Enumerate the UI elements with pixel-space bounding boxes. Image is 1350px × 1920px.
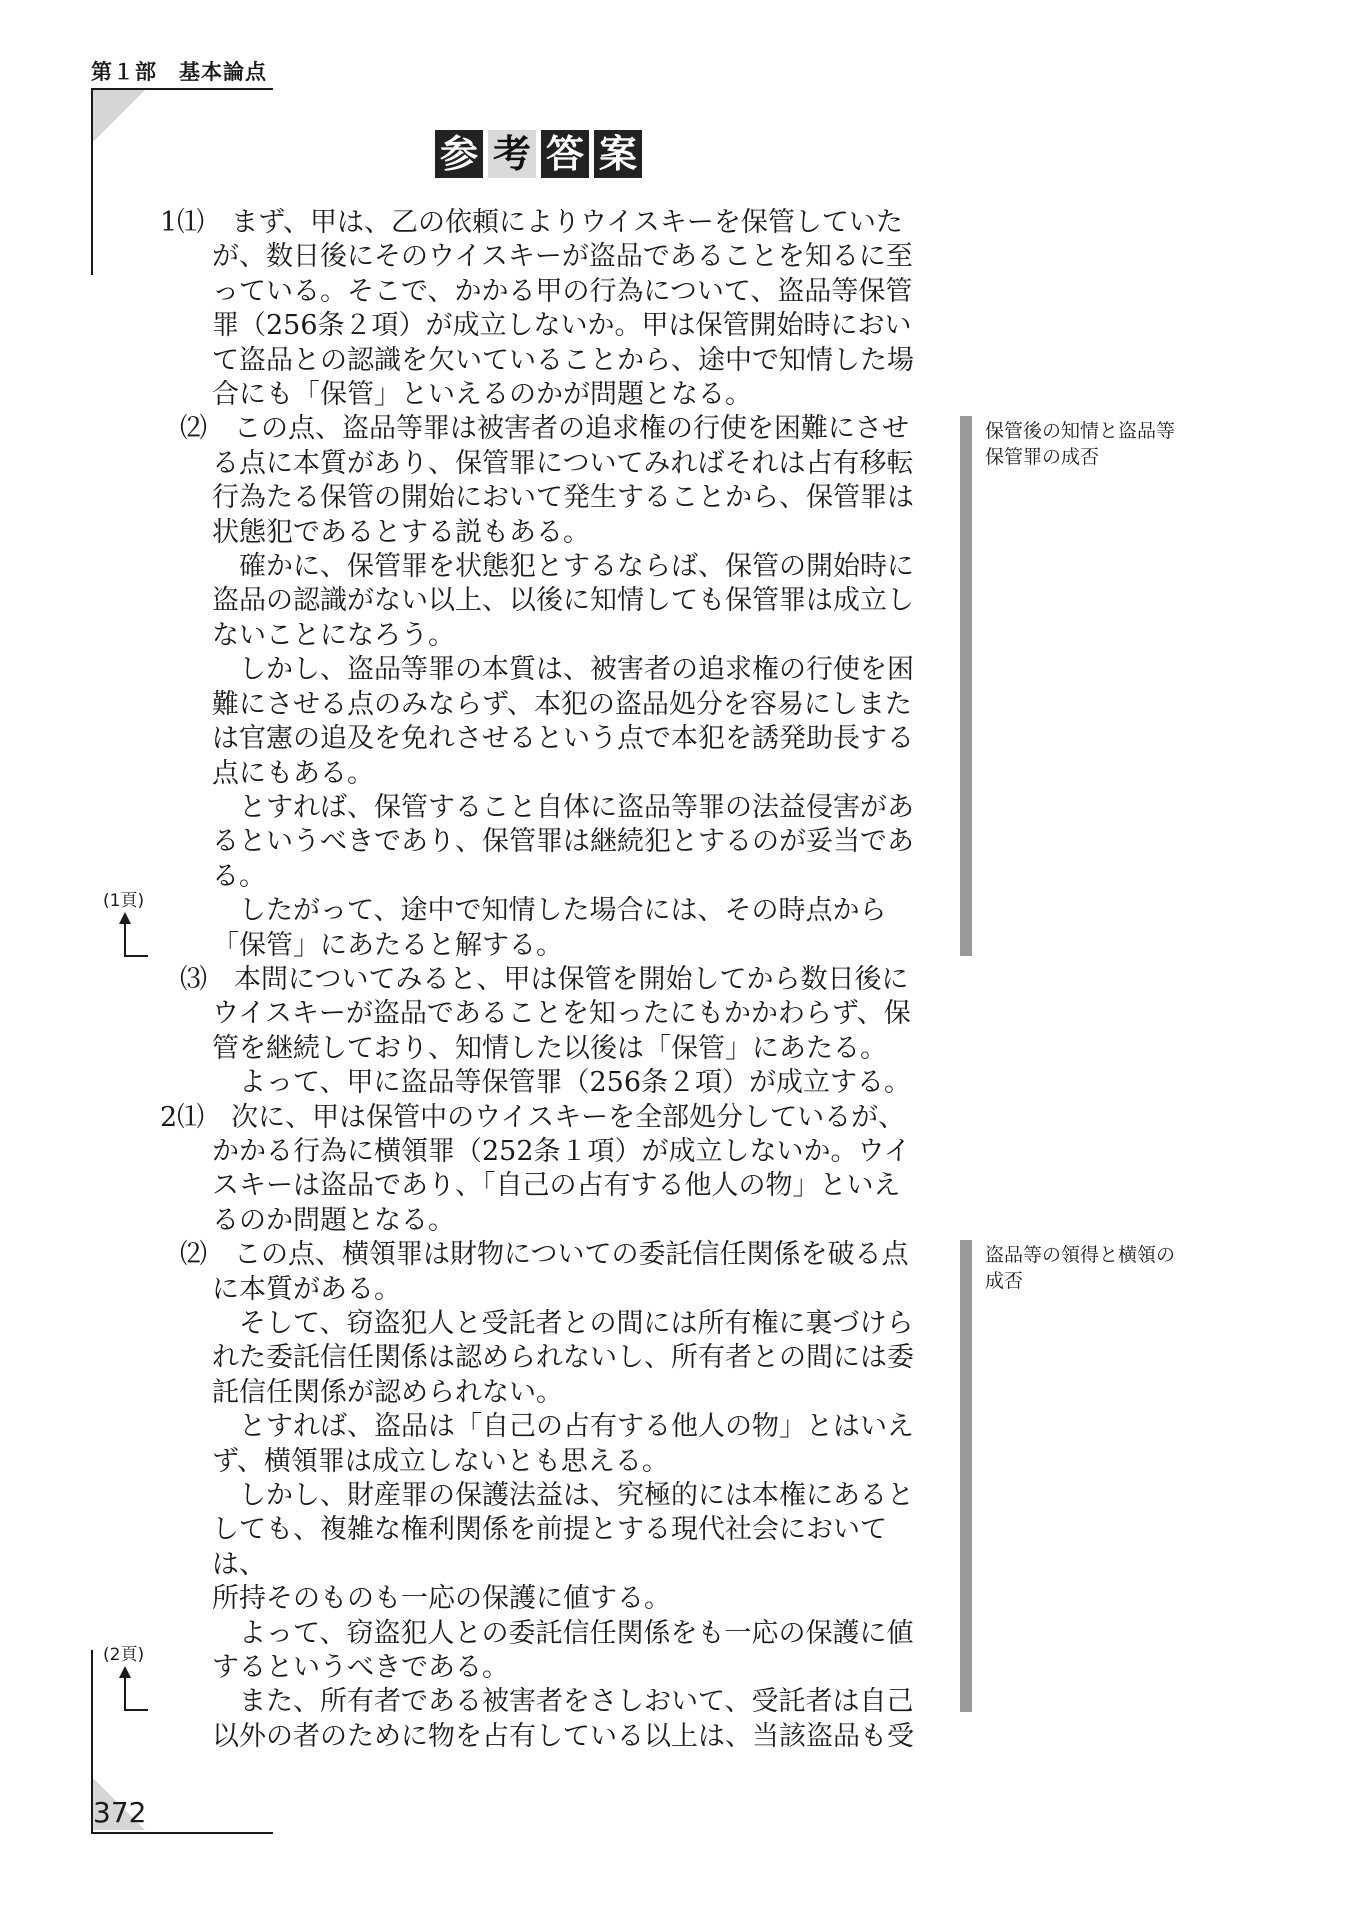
text-line: 罪（256条２項）が成立しないか。甲は保管開始時におい — [212, 310, 912, 342]
text-line: るというべきであり、保管罪は継続犯とするのが妥当であ — [212, 826, 914, 858]
page-ref: (1頁) — [103, 891, 145, 911]
text-line: よって、窃盗犯人との委託信任関係をも一応の保護に値 — [239, 1617, 914, 1649]
text-line: しても、複雑な権利関係を前提とする現代社会においては、 — [212, 1514, 887, 1580]
text-line: するというべきである。 — [212, 1652, 509, 1684]
text-line: 点にもある。 — [212, 757, 374, 789]
text-line: 2⑴ 次に、甲は保管中のウイスキーを全部処分しているが、 — [160, 1101, 906, 1133]
text-line: るのか問題となる。 — [212, 1204, 455, 1236]
text-line: しかし、盗品等罪の本質は、被害者の追求権の行使を困 — [239, 654, 914, 686]
page-number: 372 — [93, 1796, 147, 1829]
text-line: スキーは盗品であり、「自己の占有する他人の物」といえ — [212, 1170, 901, 1202]
text-line: したがって、途中で知情した場合には、その時点から — [239, 895, 887, 927]
text-line: よって、甲に盗品等保管罪（256条２項）が成立する。 — [239, 1067, 911, 1099]
page-ref-base — [124, 955, 148, 957]
title-char: 考 — [488, 130, 536, 178]
margin-note-bar — [960, 1240, 972, 1712]
margin-note-bar — [960, 416, 972, 956]
corner-triangle-top — [93, 90, 145, 142]
page-ref: (2頁) — [103, 1645, 145, 1665]
text-line: 盗品の認識がない以上、以後に知情しても保管罪は成立し — [212, 585, 914, 617]
text-line: そして、窃盗犯人と受託者との間には所有権に裏づけら — [239, 1308, 914, 1339]
text-line: て盗品との認識を欠いていることから、途中で知情した場 — [212, 344, 914, 376]
title-char: 案 — [594, 130, 642, 178]
text-line: ず、横領罪は成立しないとも思える。 — [212, 1445, 669, 1477]
text-line: れた委託信任関係は認められないし、所有者との間には委 — [212, 1342, 914, 1374]
text-line: 管を継続しており、知情した以後は「保管」にあたる。 — [212, 1032, 887, 1064]
page-ref-base — [124, 1709, 148, 1711]
text-line: とすれば、盗品は「自己の占有する他人の物」とはいえ — [239, 1411, 914, 1443]
text-line: しかし、財産罪の保護法益は、究極的には本権にあると — [239, 1480, 914, 1512]
title-char: 答 — [541, 130, 589, 178]
text-line: 難にさせる点のみならず、本犯の盗品処分を容易にしまた — [212, 688, 912, 720]
text-line: が、数日後にそのウイスキーが盗品であることを知るに至 — [212, 241, 913, 273]
text-line: 状態犯であるとする説もある。 — [212, 516, 590, 548]
text-line: 合にも「保管」といえるのかが問題となる。 — [212, 379, 752, 411]
text-line: かかる行為に横領罪（252条１項）が成立しないか。ウイ — [212, 1135, 911, 1167]
text-line: ないことになろう。 — [212, 619, 455, 651]
text-line: また、所有者である被害者をさしおいて、受託者は自己 — [239, 1686, 914, 1718]
answer-body — [160, 206, 932, 1754]
text-line: 託信任関係が認められない。 — [212, 1376, 563, 1408]
page-ref-line — [124, 922, 126, 956]
margin-note: 保管後の知情と盗品等保管罪の成否 — [985, 420, 1176, 468]
text-line: ⑵ この点、横領罪は財物についての委託信任関係を破る点 — [180, 1239, 909, 1271]
page-ref-line — [124, 1676, 126, 1710]
title-char: 参 — [435, 130, 483, 178]
text-line: 所持そのものも一応の保護に値する。 — [212, 1583, 671, 1615]
text-line: 1⑴ まず、甲は、乙の依頼によりウイスキーを保管していた — [160, 207, 903, 238]
text-line: ウイスキーが盗品であることを知ったにもかかわらず、保 — [212, 998, 911, 1030]
text-line: っている。そこで、かかる甲の行為について、盗品等保管 — [212, 275, 913, 307]
section-title — [435, 130, 642, 178]
text-line: 行為たる保管の開始において発生することから、保管罪は — [212, 482, 914, 514]
text-line: る点に本質があり、保管罪についてみればそれは占有移転 — [212, 447, 914, 479]
text-line: ⑶ 本問についてみると、甲は保管を開始してから数日後に — [180, 963, 909, 995]
text-line: 以外の者のために物を占有している以上は、当該盗品も受 — [212, 1720, 914, 1752]
margin-note: 盗品等の領得と横領の成否 — [985, 1244, 1176, 1292]
text-line: とすれば、保管すること自体に盗品等罪の法益侵害があ — [239, 791, 914, 823]
text-line: 確かに、保管罪を状態犯とするならば、保管の開始時に — [239, 551, 914, 583]
text-line: に本質がある。 — [212, 1273, 401, 1305]
text-line: は官憲の追及を免れさせるという点で本犯を誘発助長する — [212, 723, 914, 755]
text-line: 「保管」にあたると解する。 — [212, 929, 563, 961]
footer-rule — [91, 1832, 273, 1834]
text-line: る。 — [212, 860, 266, 892]
text-line: ⑵ この点、盗品等罪は被害者の追求権の行使を困難にさせ — [180, 413, 909, 445]
chapter-header: 第１部 基本論点 — [91, 60, 267, 84]
